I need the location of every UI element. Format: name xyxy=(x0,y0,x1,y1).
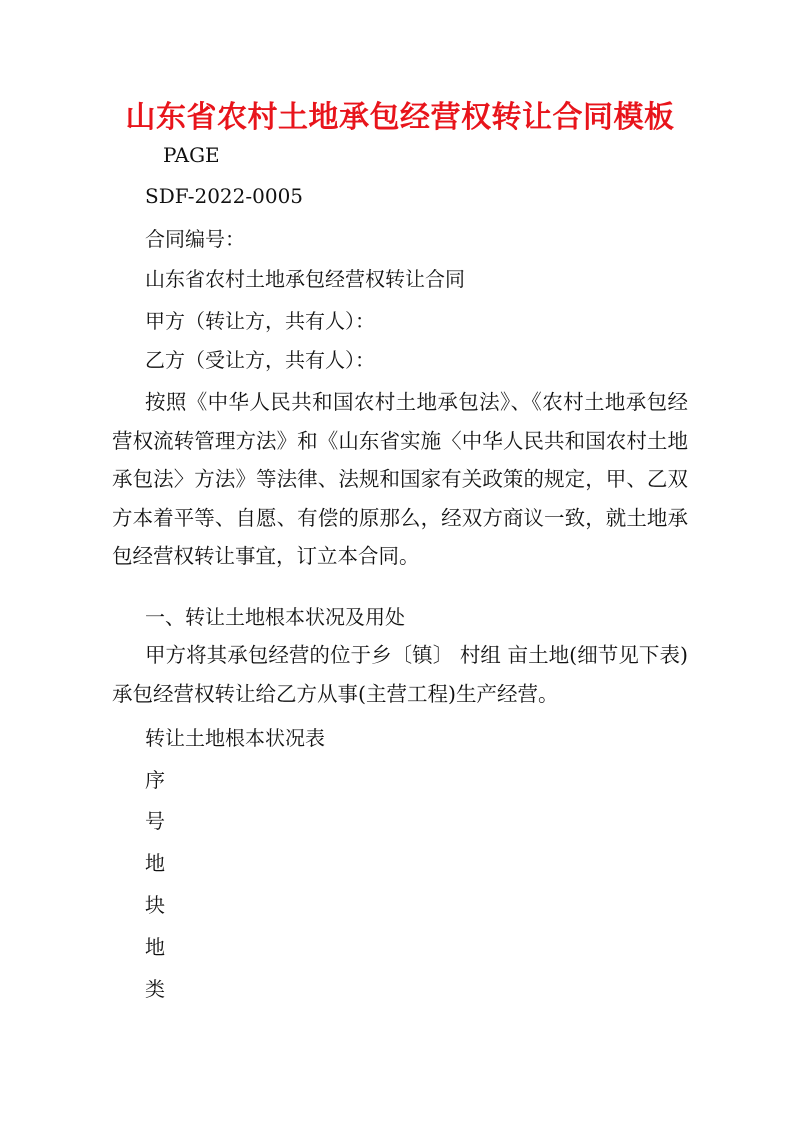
page-label: PAGE xyxy=(163,143,220,167)
table-title: 转让土地根本状况表 xyxy=(145,726,325,750)
contract-number-label: 合同编号： xyxy=(145,227,245,251)
section-1-heading: 一、转让土地根本状况及用处 xyxy=(145,605,405,629)
table-header-char: 序 xyxy=(145,768,165,792)
table-header-char: 地 xyxy=(145,935,165,959)
party-a-line: 甲方（转让方，共有人）： xyxy=(145,309,375,333)
document-title: 山东省农村土地承包经营权转让合同模板 xyxy=(125,100,675,135)
table-header-char: 类 xyxy=(145,977,165,1001)
table-header-char: 号 xyxy=(145,809,165,833)
table-header-char: 地 xyxy=(145,851,165,875)
document-code: SDF-2022-0005 xyxy=(145,184,304,208)
party-b-line: 乙方（受让方，共有人）： xyxy=(145,348,375,372)
table-header-char: 块 xyxy=(145,893,165,917)
contract-subtitle: 山东省农村土地承包经营权转让合同 xyxy=(145,267,465,291)
intro-paragraph: 按照《中华人民共和国农村土地承包法》、《农村土地承包经营权流转管理方法》和《山东省实施〈中华人民共和国农村土地承包法〉方法》等法律、法规和国家有关政策的规定，甲、乙双方本着平等、自愿、有偿的原那么，经双方商议一致，就土地承包经营权转让事宜，订立本合同。 xyxy=(112,390,688,569)
section-1-paragraph: 甲方将其承包经营的位于乡〔镇〕 村组 亩土地(细节见下表)承包经营权转让给乙方从事(主营工程)生产经营。 xyxy=(112,643,688,706)
